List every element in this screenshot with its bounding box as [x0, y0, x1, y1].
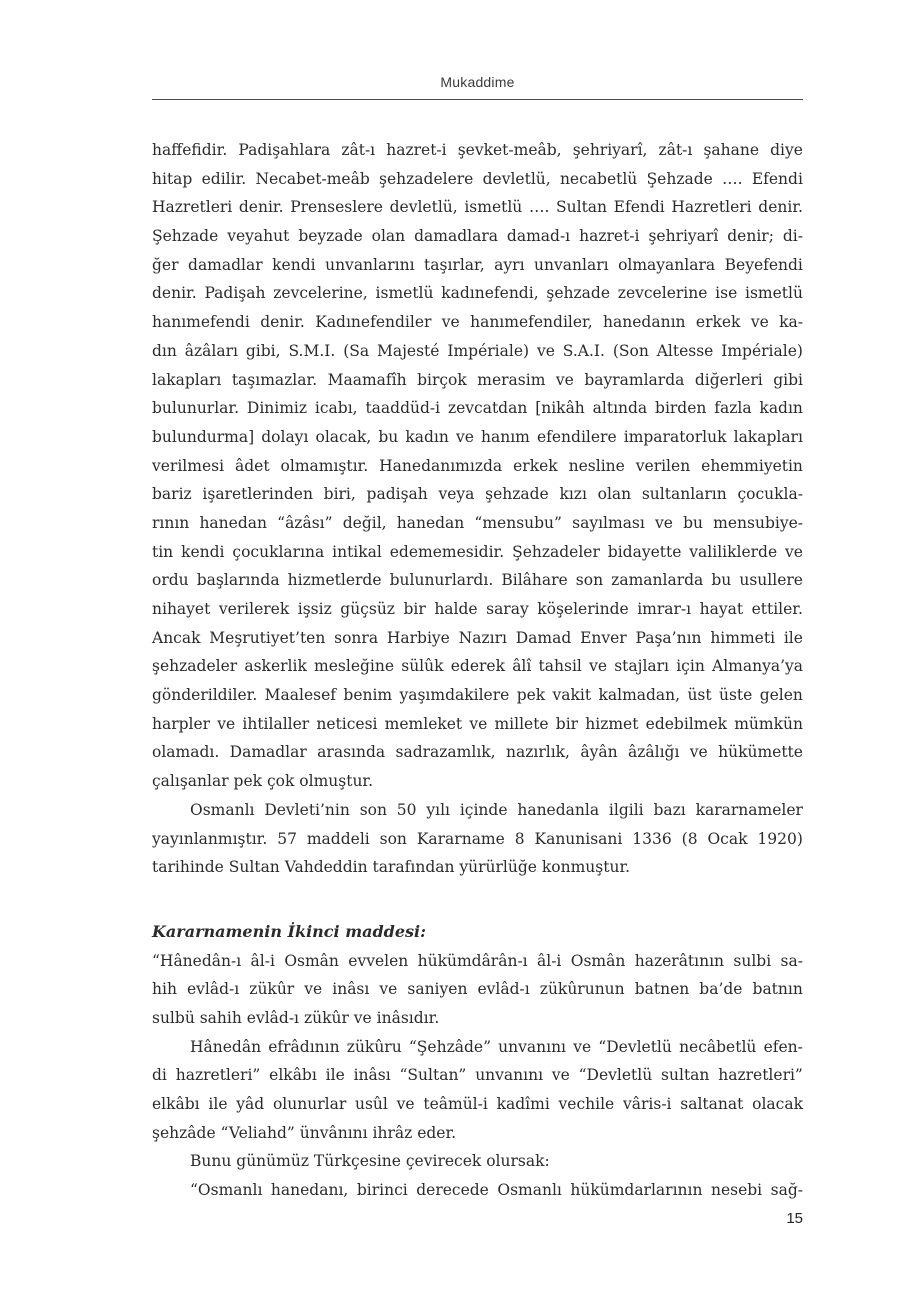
text-line: harpler ve ihtilaller neticesi memleket ve millete bir hizmet edebilmek mümkün — [152, 714, 803, 733]
text-line: “Osmanlı hanedanı, birinci derecede Osmanlı hükümdarlarının nesebi sağ- — [190, 1181, 803, 1200]
text-line: haffefidir. Padişahlara zât-ı hazret-i şevket-meâb, şehriyarî, zât-ı şahane diye — [152, 141, 803, 159]
text-line: bariz işaretlerinden biri, padişah veya şehzade kızı olan sultanların çocukla- — [152, 485, 803, 504]
text-line: lakapları taşımazlar. Maamafîh birçok merasim ve bayramlarda diğerleri gibi — [152, 370, 803, 389]
text-line: dın âzâları gibi, S.M.I. (Sa Majesté Impériale) ve S.A.I. (Son Altesse Impériale) — [152, 341, 803, 360]
text-line: şehzâde “Veliahd” ünvânını ihrâz eder. — [152, 1123, 457, 1142]
text-line: bulunurlar. Dinimiz icabı, taaddüd-i zevcatdan [nikâh altında birden fazla kadın — [152, 399, 803, 418]
page-body — [152, 136, 803, 1205]
text-line: bulundurma] dolayı olacak, bu kadın ve hanım efendilere imparatorluk lakapları — [152, 427, 803, 446]
text-line: gönderildiler. Maalesef benim yaşımdakilere pek vakit kalmadan, üst üste gelen — [152, 686, 803, 705]
paragraph — [152, 1147, 803, 1176]
text-line: denir. Padişah zevcelerine, ismetlü kadınefendi, şehzade zevcelerine ise ismetlü — [152, 284, 803, 303]
header-rule — [152, 99, 803, 100]
text-line: olamadı. Damadlar arasında sadrazamlık, nazırlık, âyân âzâlığı ve hükümette — [152, 743, 803, 762]
paragraph — [152, 1176, 803, 1205]
text-line: Hânedân efrâdının zükûru “Şehzâde” unvanını ve “Devletlü necâbetlü efen- — [190, 1037, 803, 1056]
text-line: verilmesi âdet olmamıştır. Hanedanımızda erkek nesline verilen ehemmiyetin — [152, 456, 803, 475]
section-heading: Kararnamenin İkinci maddesi: — [152, 921, 427, 941]
running-header: Mukaddime — [440, 74, 515, 90]
text-line: tarihinde Sultan Vahdeddin tarafından yürürlüğe konmuştur. — [152, 858, 631, 877]
text-line: Osmanlı Devleti’nin son 50 yılı içinde hanedanla ilgili bazı kararnameler — [190, 800, 803, 819]
text-line: hih evlâd-ı zükûr ve inâsı ve saniyen evlâd-ı zükûrunun batnen ba’de batnın — [152, 980, 803, 999]
text-line: Şehzade veyahut beyzade olan damadlara damad-ı hazret-i şehriyarî denir; di- — [152, 227, 803, 246]
paragraph — [152, 1033, 803, 1148]
text-line: Hazretleri denir. Prenseslere devletlü, ismetlü …. Sultan Efendi Hazretleri denir. — [152, 198, 803, 217]
text-line: ordu başlarında hizmetlerde bulunurlardı. Bilâhare son zamanlarda bu usullere — [152, 571, 803, 590]
text-line: nihayet verilerek işsiz güçsüz bir halde saray köşelerinde imrar-ı hayat ettiler. — [152, 600, 803, 618]
text-line: elkâbı ile yâd olunurlar usûl ve teâmül-i kadîmi vechile vâris-i saltanat olacak — [152, 1095, 803, 1113]
paragraph — [152, 796, 803, 882]
paragraph — [152, 947, 803, 1033]
text-line: çalışanlar pek çok olmuştur. — [152, 772, 374, 791]
text-line: hanımefendi denir. Kadınefendiler ve hanımefendiler, hanedanın erkek ve ka- — [152, 313, 803, 332]
decree-section — [152, 947, 803, 1205]
intro-section — [152, 136, 803, 882]
text-line: “Hânedân-ı âl-i Osmân evvelen hükümdârân-ı âl-i Osmân hazerâtının sulbi sa- — [152, 951, 803, 970]
text-line: hitap edilir. Necabet-meâb şehzadelere devletlü, necabetlü Şehzade …. Efendi — [152, 169, 803, 188]
text-line: yayınlanmıştır. 57 maddeli son Kararname 8 Kanunisani 1336 (8 Ocak 1920) — [152, 829, 803, 848]
page-number: 15 — [786, 1210, 803, 1227]
text-line: tin kendi çocuklarına intikal edememesidir. Şehzadeler bidayette valiliklerde ve — [152, 542, 803, 561]
text-line: rının hanedan “âzâsı” değil, hanedan “mensubu” sayılması ve bu mensubiye- — [152, 513, 803, 532]
text-line: ğer damadlar kendi unvanlarını taşırlar, ayrı unvanları olmayanlara Beyefendi — [152, 255, 803, 274]
text-line: şehzadeler askerlik mesleğine sülûk ederek âlî tahsil ve stajları için Almanya’ya — [152, 657, 803, 676]
text-line: Ancak Meşrutiyet’ten sonra Harbiye Nazırı Damad Enver Paşa’nın himmeti ile — [152, 628, 803, 647]
paragraph — [152, 136, 803, 796]
section-gap — [152, 882, 803, 918]
text-line: sulbü sahih evlâd-ı zükûr ve inâsıdır. — [152, 1008, 440, 1027]
text-line: di hazretleri” elkâbı ile inâsı “Sultan” unvanını ve “Devletlü sultan hazretleri” — [152, 1066, 803, 1085]
text-line: Bunu günümüz Türkçesine çevirecek olursak: — [190, 1152, 550, 1171]
